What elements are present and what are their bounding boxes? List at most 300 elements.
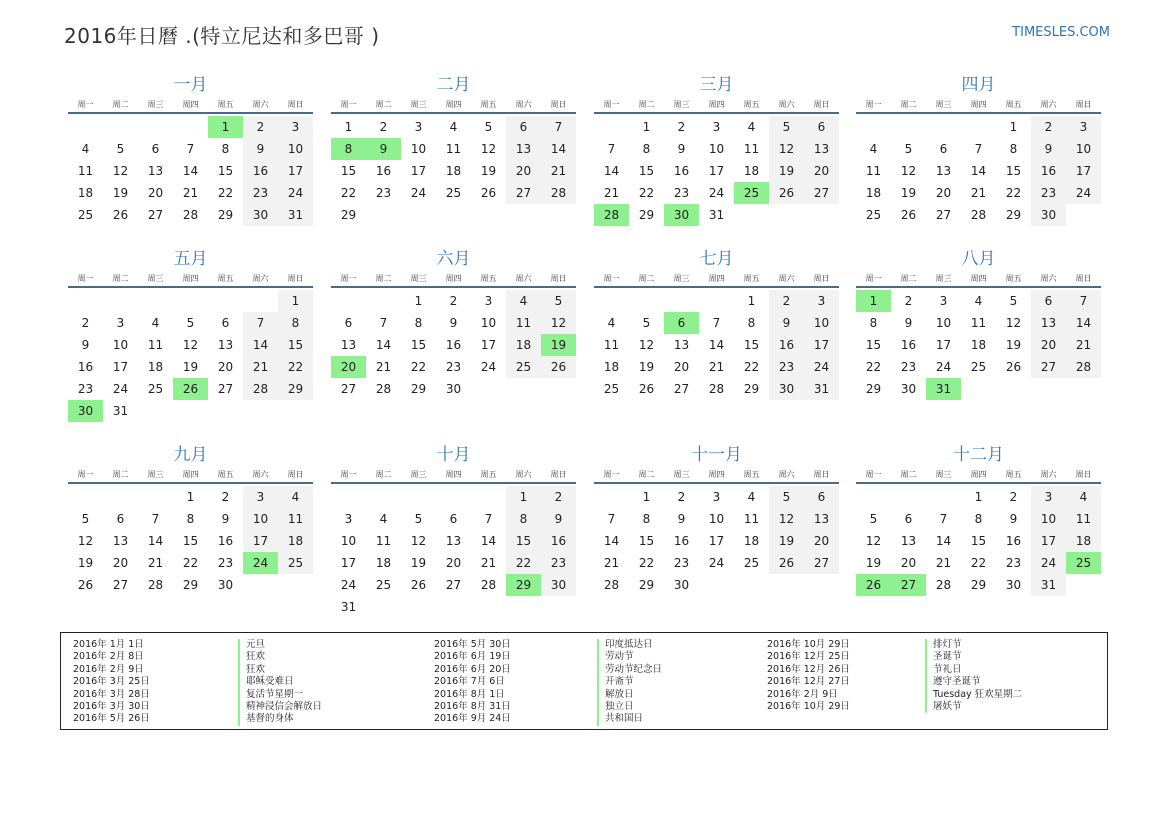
day-cell: 1	[747, 294, 756, 308]
day-cell: 22	[340, 186, 357, 200]
holiday-day-cell: 29	[506, 574, 541, 596]
day-cell: 6	[506, 116, 541, 138]
day-cell: 9	[243, 138, 278, 160]
weekday-label: 周五	[743, 274, 760, 283]
day-grid	[594, 116, 839, 226]
day-cell: 23	[375, 186, 392, 200]
day-cell: 11	[1066, 508, 1101, 530]
day-cell: 8	[186, 512, 195, 526]
day-cell: 29	[1005, 208, 1022, 222]
day-cell: 29	[410, 382, 427, 396]
weekday-label: 周一	[77, 100, 94, 109]
day-cell: 13	[340, 338, 357, 352]
day-cell: 25	[375, 578, 392, 592]
day-cell: 3	[484, 294, 493, 308]
day-cell: 26	[77, 578, 94, 592]
day-cell: 11	[506, 312, 541, 334]
weekday-label: 周四	[182, 274, 199, 283]
day-cell: 18	[278, 530, 313, 552]
day-cell: 19	[1005, 338, 1022, 352]
day-cell: 16	[217, 534, 234, 548]
weekday-label: 周日	[1075, 470, 1092, 479]
day-cell: 12	[480, 142, 497, 156]
weekday-label: 周三	[935, 470, 952, 479]
day-cell: 13	[147, 164, 164, 178]
day-cell: 3	[712, 120, 721, 134]
weekday-label: 周日	[287, 470, 304, 479]
holiday-name: 狂欢	[238, 664, 322, 676]
day-cell: 7	[151, 512, 160, 526]
day-cell: 18	[506, 334, 541, 356]
weekday-label: 周一	[603, 274, 620, 283]
day-cell: 14	[603, 534, 620, 548]
day-cell: 31	[708, 208, 725, 222]
day-cell: 30	[1005, 578, 1022, 592]
weekday-label: 周三	[147, 470, 164, 479]
day-cell: 17	[708, 164, 725, 178]
day-cell: 22	[278, 356, 313, 378]
weekday-label: 周三	[147, 100, 164, 109]
holiday-dates-column-3	[767, 639, 850, 713]
day-cell: 1	[974, 490, 983, 504]
day-cell: 5	[904, 142, 913, 156]
day-cell: 21	[182, 186, 199, 200]
weekday-label: 周一	[340, 274, 357, 283]
day-cell: 17	[935, 338, 952, 352]
weekday-label: 周六	[252, 470, 269, 479]
day-cell: 20	[445, 556, 462, 570]
day-cell: 12	[112, 164, 129, 178]
weekday-label: 周日	[550, 274, 567, 283]
day-cell: 25	[445, 186, 462, 200]
day-cell: 31	[112, 404, 129, 418]
holiday-date: 2016年 8月 1日	[434, 688, 505, 700]
day-cell: 26	[541, 356, 576, 378]
day-cell: 6	[344, 316, 353, 330]
empty-cell	[926, 486, 961, 508]
day-cell: 27	[112, 578, 129, 592]
day-grid	[856, 290, 1101, 400]
day-cell: 15	[217, 164, 234, 178]
day-cell: 9	[449, 316, 458, 330]
day-cell: 15	[743, 338, 760, 352]
day-grid	[331, 486, 576, 618]
day-cell: 27	[147, 208, 164, 222]
day-cell: 30	[900, 382, 917, 396]
day-cell: 30	[769, 378, 804, 400]
day-cell: 16	[673, 164, 690, 178]
day-cell: 20	[112, 556, 129, 570]
holiday-date: 2016年 2月 8日	[73, 651, 144, 663]
holiday-name: 共和国日	[597, 713, 662, 725]
month-calendar	[68, 248, 313, 422]
day-cell: 24	[480, 360, 497, 374]
day-cell: 16	[1031, 160, 1066, 182]
weekday-label: 周四	[970, 470, 987, 479]
weekday-label: 周四	[970, 100, 987, 109]
weekday-label: 周一	[865, 100, 882, 109]
day-cell: 18	[147, 360, 164, 374]
day-cell: 7	[939, 512, 948, 526]
weekday-label: 周五	[217, 470, 234, 479]
day-cell: 3	[804, 290, 839, 312]
weekday-label: 周一	[77, 470, 94, 479]
weekday-label: 周六	[778, 470, 795, 479]
day-cell: 21	[603, 556, 620, 570]
weekday-label: 周一	[77, 274, 94, 283]
day-cell: 5	[769, 486, 804, 508]
day-cell: 14	[480, 534, 497, 548]
day-cell: 22	[743, 360, 760, 374]
day-cell: 9	[769, 312, 804, 334]
weekday-label: 周一	[603, 470, 620, 479]
day-cell: 1	[642, 120, 651, 134]
day-cell: 7	[712, 316, 721, 330]
empty-cell	[401, 486, 436, 508]
holiday-name: 印度抵达日	[597, 639, 662, 651]
holiday-name: 节礼日	[925, 664, 1022, 676]
day-cell: 11	[278, 508, 313, 530]
holiday-name: 元旦	[238, 639, 322, 651]
day-cell: 7	[186, 142, 195, 156]
day-cell: 14	[1066, 312, 1101, 334]
day-cell: 11	[375, 534, 392, 548]
day-cell: 11	[970, 316, 987, 330]
month-calendar	[331, 74, 576, 226]
day-cell: 4	[379, 512, 388, 526]
weekday-label: 周四	[182, 100, 199, 109]
day-cell: 10	[1031, 508, 1066, 530]
weekday-label: 周日	[550, 100, 567, 109]
day-grid	[331, 290, 576, 400]
empty-cell	[664, 290, 699, 312]
day-cell: 14	[603, 164, 620, 178]
weekday-label: 周六	[1040, 100, 1057, 109]
day-cell: 14	[243, 334, 278, 356]
day-cell: 21	[970, 186, 987, 200]
day-cell: 17	[1031, 530, 1066, 552]
weekday-label: 周四	[182, 470, 199, 479]
holiday-date: 2016年 5月 26日	[73, 713, 150, 725]
day-cell: 10	[1066, 138, 1101, 160]
day-cell: 4	[151, 316, 160, 330]
day-cell: 17	[278, 160, 313, 182]
day-cell: 9	[81, 338, 90, 352]
day-cell: 22	[638, 556, 655, 570]
day-cell: 28	[970, 208, 987, 222]
day-cell: 13	[112, 534, 129, 548]
day-cell: 12	[900, 164, 917, 178]
day-cell: 14	[147, 534, 164, 548]
weekday-label: 周五	[743, 100, 760, 109]
day-cell: 9	[677, 142, 686, 156]
day-cell: 8	[642, 512, 651, 526]
weekday-label: 周一	[340, 470, 357, 479]
day-cell: 15	[506, 530, 541, 552]
day-cell: 8	[414, 316, 423, 330]
holiday-day-cell: 6	[664, 312, 699, 334]
day-cell: 13	[935, 164, 952, 178]
day-cell: 22	[410, 360, 427, 374]
weekday-label: 周五	[1005, 274, 1022, 283]
day-cell: 28	[243, 378, 278, 400]
day-cell: 2	[677, 490, 686, 504]
weekday-label: 周五	[480, 470, 497, 479]
weekday-label: 周二	[375, 274, 392, 283]
weekday-header	[68, 97, 313, 114]
holiday-date: 2016年 6月 20日	[434, 663, 511, 675]
empty-cell	[471, 486, 506, 508]
day-grid	[68, 290, 313, 422]
weekday-label: 周四	[708, 100, 725, 109]
weekday-label: 周日	[813, 100, 830, 109]
day-cell: 1	[278, 290, 313, 312]
holiday-date: 2016年 3月 30日	[73, 700, 150, 712]
holiday-name: 开斋节	[597, 676, 662, 688]
day-cell: 4	[974, 294, 983, 308]
day-cell: 28	[603, 578, 620, 592]
day-cell: 2	[221, 490, 230, 504]
day-cell: 10	[278, 138, 313, 160]
day-cell: 30	[217, 578, 234, 592]
day-cell: 15	[970, 534, 987, 548]
holiday-day-cell: 1	[856, 290, 891, 312]
day-cell: 21	[935, 556, 952, 570]
day-cell: 19	[480, 164, 497, 178]
day-cell: 4	[747, 490, 756, 504]
day-cell: 7	[484, 512, 493, 526]
day-cell: 22	[506, 552, 541, 574]
day-cell: 5	[484, 120, 493, 134]
day-grid	[856, 486, 1101, 596]
day-cell: 9	[904, 316, 913, 330]
day-cell: 2	[449, 294, 458, 308]
weekday-header	[331, 467, 576, 484]
empty-cell	[891, 116, 926, 138]
day-cell: 8	[1009, 142, 1018, 156]
day-cell: 5	[769, 116, 804, 138]
day-cell: 4	[747, 120, 756, 134]
holiday-day-cell: 31	[926, 378, 961, 400]
weekday-header	[68, 271, 313, 288]
weekday-label: 周一	[865, 470, 882, 479]
empty-cell	[331, 290, 366, 312]
weekday-label: 周四	[708, 274, 725, 283]
day-cell: 8	[221, 142, 230, 156]
day-cell: 10	[480, 316, 497, 330]
day-grid	[331, 116, 576, 226]
weekday-label: 周六	[778, 274, 795, 283]
day-cell: 25	[278, 552, 313, 574]
holiday-date: 2016年 9月 24日	[434, 713, 511, 725]
day-cell: 8	[747, 316, 756, 330]
day-cell: 21	[708, 360, 725, 374]
day-cell: 1	[506, 486, 541, 508]
holiday-names-column-2	[597, 639, 662, 726]
empty-cell	[68, 290, 103, 312]
weekday-label: 周四	[970, 274, 987, 283]
month-name: 十二月	[953, 445, 1004, 465]
holiday-name: 精神浸信会解放日	[238, 701, 322, 713]
holiday-day-cell: 27	[891, 574, 926, 596]
day-cell: 12	[77, 534, 94, 548]
day-cell: 21	[480, 556, 497, 570]
empty-cell	[173, 290, 208, 312]
day-cell: 16	[673, 534, 690, 548]
day-cell: 12	[1005, 316, 1022, 330]
day-cell: 11	[147, 338, 164, 352]
day-cell: 26	[480, 186, 497, 200]
holiday-name: 圣诞节	[925, 651, 1022, 663]
day-cell: 16	[541, 530, 576, 552]
day-cell: 2	[1031, 116, 1066, 138]
empty-cell	[594, 290, 629, 312]
holiday-day-cell: 24	[243, 552, 278, 574]
weekday-label: 周二	[900, 100, 917, 109]
weekday-label: 周三	[147, 274, 164, 283]
day-cell: 9	[1031, 138, 1066, 160]
day-cell: 27	[217, 382, 234, 396]
day-cell: 19	[182, 360, 199, 374]
day-cell: 18	[1066, 530, 1101, 552]
holiday-name: Tuesday 狂欢星期二	[925, 689, 1022, 701]
day-cell: 23	[445, 360, 462, 374]
day-cell: 22	[217, 186, 234, 200]
day-cell: 19	[769, 160, 804, 182]
day-cell: 22	[182, 556, 199, 570]
day-cell: 25	[147, 382, 164, 396]
day-cell: 4	[1066, 486, 1101, 508]
day-cell: 3	[344, 512, 353, 526]
weekday-label: 周二	[638, 100, 655, 109]
day-cell: 3	[1066, 116, 1101, 138]
holiday-name: 基督的身体	[238, 713, 322, 725]
day-cell: 17	[480, 338, 497, 352]
day-cell: 30	[243, 204, 278, 226]
day-cell: 12	[769, 138, 804, 160]
day-grid	[68, 116, 313, 226]
month-name: 五月	[173, 249, 208, 269]
weekday-label: 周五	[743, 470, 760, 479]
day-cell: 18	[743, 534, 760, 548]
weekday-label: 周日	[1075, 274, 1092, 283]
holiday-name: 劳动节纪念日	[597, 664, 662, 676]
day-cell: 5	[642, 316, 651, 330]
day-cell: 31	[340, 600, 357, 614]
holiday-date: 2016年 8月 31日	[434, 700, 511, 712]
weekday-label: 周二	[900, 470, 917, 479]
holiday-date: 2016年 6月 19日	[434, 651, 511, 663]
site-link[interactable]: TIMESLES.COM	[1012, 25, 1110, 40]
day-cell: 8	[506, 508, 541, 530]
weekday-label: 周五	[1005, 100, 1022, 109]
month-calendar	[331, 248, 576, 400]
day-cell: 15	[278, 334, 313, 356]
day-cell: 28	[147, 578, 164, 592]
weekday-label: 周二	[112, 274, 129, 283]
weekday-label: 周三	[410, 470, 427, 479]
month-calendar	[68, 444, 313, 596]
day-cell: 18	[865, 186, 882, 200]
holiday-day-cell: 30	[664, 204, 699, 226]
day-cell: 20	[804, 160, 839, 182]
empty-cell	[436, 486, 471, 508]
month-name: 八月	[961, 249, 996, 269]
weekday-header	[856, 467, 1101, 484]
day-cell: 31	[1031, 574, 1066, 596]
holiday-name: 排灯节	[925, 639, 1022, 651]
weekday-label: 周五	[480, 274, 497, 283]
day-cell: 23	[541, 552, 576, 574]
day-cell: 13	[1031, 312, 1066, 334]
month-calendar	[856, 74, 1101, 226]
day-cell: 17	[410, 164, 427, 178]
weekday-label: 周六	[515, 274, 532, 283]
day-cell: 22	[1005, 186, 1022, 200]
day-cell: 8	[642, 142, 651, 156]
weekday-label: 周二	[112, 100, 129, 109]
weekday-label: 周日	[550, 470, 567, 479]
day-cell: 16	[900, 338, 917, 352]
day-cell: 31	[278, 204, 313, 226]
holiday-date: 2016年 3月 28日	[73, 688, 150, 700]
empty-cell	[208, 290, 243, 312]
day-cell: 6	[221, 316, 230, 330]
day-cell: 11	[445, 142, 462, 156]
empty-cell	[138, 486, 173, 508]
month-name: 十一月	[691, 445, 742, 465]
day-cell: 28	[182, 208, 199, 222]
day-cell: 29	[970, 578, 987, 592]
day-cell: 12	[865, 534, 882, 548]
weekday-label: 周六	[252, 274, 269, 283]
day-cell: 3	[1031, 486, 1066, 508]
weekday-label: 周日	[287, 100, 304, 109]
day-grid	[594, 290, 839, 400]
day-cell: 10	[410, 142, 427, 156]
holiday-day-cell: 25	[1066, 552, 1101, 574]
weekday-label: 周二	[900, 274, 917, 283]
day-cell: 18	[77, 186, 94, 200]
month-name: 六月	[436, 249, 471, 269]
day-cell: 7	[1066, 290, 1101, 312]
day-cell: 24	[708, 186, 725, 200]
weekday-label: 周三	[935, 274, 952, 283]
empty-cell	[856, 486, 891, 508]
holiday-date: 2016年 2月 9日	[767, 688, 838, 700]
day-cell: 1	[642, 490, 651, 504]
day-cell: 9	[541, 508, 576, 530]
day-cell: 2	[769, 290, 804, 312]
day-cell: 30	[541, 574, 576, 596]
day-cell: 16	[769, 334, 804, 356]
day-cell: 29	[278, 378, 313, 400]
day-cell: 16	[375, 164, 392, 178]
day-cell: 1	[1009, 120, 1018, 134]
day-cell: 8	[278, 312, 313, 334]
holiday-day-cell: 26	[856, 574, 891, 596]
day-cell: 17	[708, 534, 725, 548]
empty-cell	[138, 290, 173, 312]
weekday-label: 周三	[410, 100, 427, 109]
day-cell: 13	[506, 138, 541, 160]
weekday-label: 周日	[287, 274, 304, 283]
day-cell: 6	[804, 116, 839, 138]
day-cell: 20	[673, 360, 690, 374]
day-grid	[68, 486, 313, 596]
weekday-header	[856, 271, 1101, 288]
day-cell: 27	[1031, 356, 1066, 378]
